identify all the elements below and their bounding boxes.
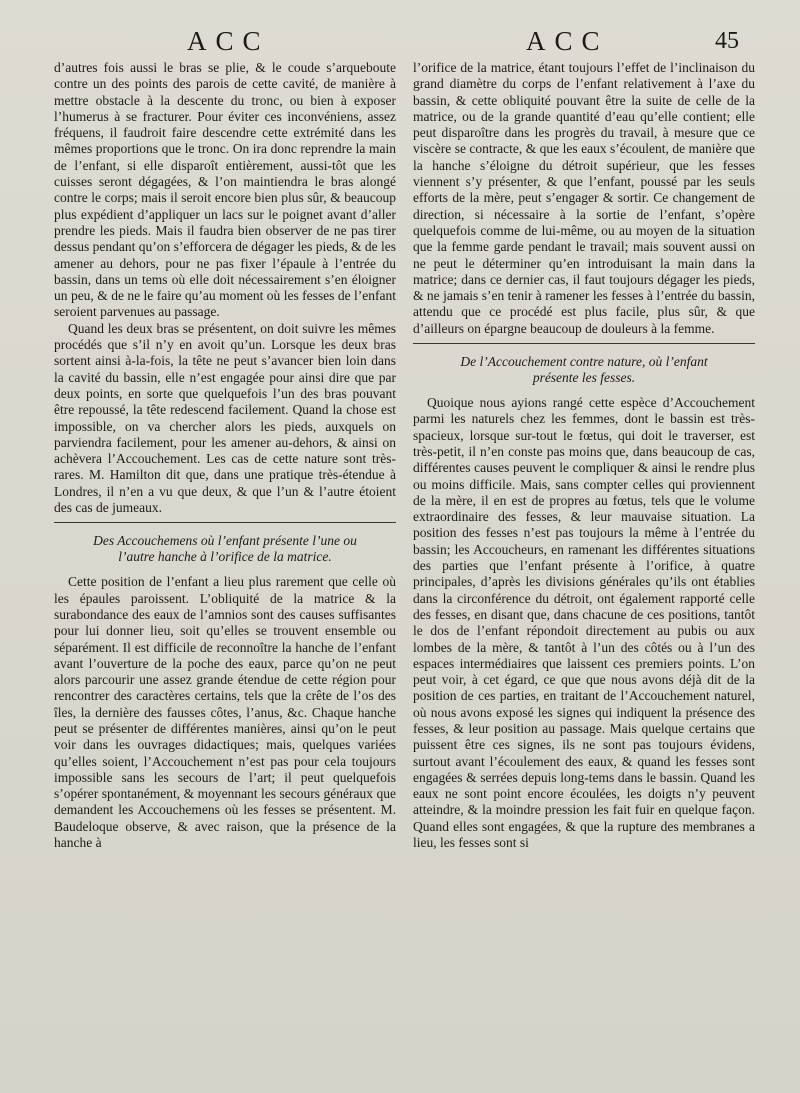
page-header: [0, 26, 800, 60]
paragraph: d’autres fois aussi le bras se plie, & le coude s’arqueboute contre un des points des parois de cette cavité, de manière à mettre obstacle à la descente du tronc, ou bien à exposer l’humerus à se fracturer. Pour éviter ces inconvéniens, assez fréquens, il faudroit faire descendre cette extrémité dans les mêmes proportions que le tronc. On ira donc reprendre la main de l’enfant, si elle disparoît entièrement, aussi-tôt que les cuisses seront dégagées, & l’on maintiendra le bras alongé contre le corps; mais il seroit encore bien plus sûr, & beaucoup plus expédient d’appliquer un lacs sur le poignet avant d’aller prendre les pieds. Mais il faudra bien observer de ne pas tirer dessus pendant qu’on s’efforcera de dégager les pieds, & de les amener au dehors, pour ne pas fixer l’épaule à l’entrée du bassin, dans un tems où elle doit nécessairement s’en éloigner un peu, & de ne le faire qu’au moment où les fesses de l’enfant seroient parvenues au passage.: [54, 60, 397, 320]
section-divider: [413, 343, 755, 344]
running-head-right: ACC: [526, 26, 609, 56]
section-heading: [413, 354, 755, 386]
page-number: 45: [715, 28, 739, 54]
section-heading-line: présente les fesses.: [532, 370, 636, 386]
left-column: [54, 60, 396, 851]
section-heading: [54, 533, 396, 565]
section-heading-line: Des Accouchemens où l’enfant présente l’une ou: [93, 533, 357, 549]
section-heading-line: l’autre hanche à l’orifice de la matrice.: [118, 549, 332, 565]
running-head-left: ACC: [187, 26, 270, 56]
right-column: [413, 60, 755, 851]
section-divider: [54, 522, 396, 523]
paragraph: Quoique nous ayions rangé cette espèce d’Accouchement parmi les naturels chez les femmes, dont le bassin est très-spacieux, lorsque sur-tout le fœtus, qui doit le traverser, est très-petit, il n’en conste pas moins que, dans beaucoup de cas, différentes causes peuvent le compliquer & ainsi le rendre plus ou moins difficile. Mais, sans compter celles qui proviennent de la mère, il en est de propres au fœtus, tels que le volume extraordinaire des fesses, & leur mauvaise situation. La position des fesses n’est pas toujours la même à l’entrée du bassin; les Accoucheurs, en ramenant les différentes situations des parties que l’enfant présente à l’orifice, à quatre principales, d’après les divisions générales qu’ils ont établies dans la circonférence du détroit, ont également rapporté celle des fesses, en disant que, dans chacune de ces positions, tantôt le dos de l’enfant répondoit directement au pubis ou aux lombes de la mère, & tantôt à l’un des côtés ou à l’un des espaces intermédiaires que laissent ces premiers points. L’on peut voir, à cet égard, ce que que nous avons déjà dit de la position de ces parties, en traitant de l’Accouchement naturel, où nous avons exposé les signes qui indiquent la présence des fesses, & leur position au passage. Mais quelque certains que puissent être ces signes, ils ne sont pas toujours évidens, surtout avant l’écoulement des eaux, & quand les fesses sont engagées & serrées depuis long-tems dans le bassin. Quand les eaux ne sont point encore écoulées, les doigts n’y peuvent atteindre, & la moindre pression les fait fuir en quelque façon. Quand elles sont engagées, & que la rupture des membranes a lieu, les fesses sont si: [413, 395, 755, 851]
paragraph: Quand les deux bras se présentent, on doit suivre les mêmes procédés que s’il n’y en avoit qu’un. Lorsque les deux bras sortent ainsi à-la-fois, la tête ne peut s’avancer bien loin dans la cavité du bassin, elle n’est engagée pour ainsi dire que par deux points, en sorte que quelquefois l’un des bras pouvant être repoussé, la tête redescend facilement. Quand la chose est impossible, on va chercher alors les pieds, auxquels on parviendra facilement, pour les amener au-dehors, & ainsi on achèvera l’Accouchement. Les cas de cette nature sont très-rares. M. Hamilton dit que, dans une pratique très-étendue à Londres, il n’en a vu que deux, & que l’un & l’autre étoient des cas de jumeaux.: [54, 320, 396, 516]
paragraph: l’orifice de la matrice, étant toujours l’effet de l’inclinaison du grand diamètre du corps de l’enfant relativement à l’axe du bassin, & cette obliquité pouvant être la suite de celle de la matrice, ou de la grande quantité d’eau qu’elle contient; elle peut disparoître dans les progrès du travail, à mesure que ce viscère se contracte, & que les eaux s’écoulent, de manière que la hanche s’éloigne du détroit supérieur, que les fesses viennent s’y présenter, & que l’enfant, poussé par les seuls efforts de la mère, peut s’engager & sortir. Ce changement de direction, si nécessaire à la sortie de l’enfant, s’opère quelquefois comme de lui-même, ou au moyen de la situation que la femme garde pendant le travail; mais souvent aussi on ne peut le déterminer qu’en introduisant la main dans la matrice; dans ce dernier cas, il faut toujours dégager les pieds, & ne jamais s’en tenir à ramener les fesses à l’entrée du bassin, attendu que ce procédé est plus facile, plus sûr, & que d’ailleurs on épargne beaucoup de douleurs à la femme.: [413, 60, 755, 336]
paragraph: Cette position de l’enfant a lieu plus rarement que celle où les épaules paroissent. L’obliquité de la matrice & la surabondance des eaux de l’amnios sont des causes suffisantes pour lui donner lieu, soit qu’elles se trouvent ensemble ou séparément. Il est difficile de reconnoître la hanche de l’enfant avant l’ouverture de la poche des eaux, parce qu’on ne peut alors parcourir une assez grande étendue de cette région pour rencontrer des caractères certains, tels que la crête de l’os des îles, la dernière des fausses côtes, l’anus, &c. Chaque hanche peut se présenter de différentes manières, ainsi qu’on le peut voir dans les ouvrages didactiques; mais, quelques variées qu’elles soient, l’Accouchement n’est pas pour cela toujours impossible sans les secours de l’art; il peut quelquefois s’opérer spontanément, & moyennant les secours généraux que demandent les Accouchemens où les fesses se présentent. M. Baudeloque observe, & avec raison, que la présence de la hanche à: [54, 574, 396, 851]
section-heading-line: De l’Accouchement contre nature, où l’enfant: [460, 354, 708, 370]
